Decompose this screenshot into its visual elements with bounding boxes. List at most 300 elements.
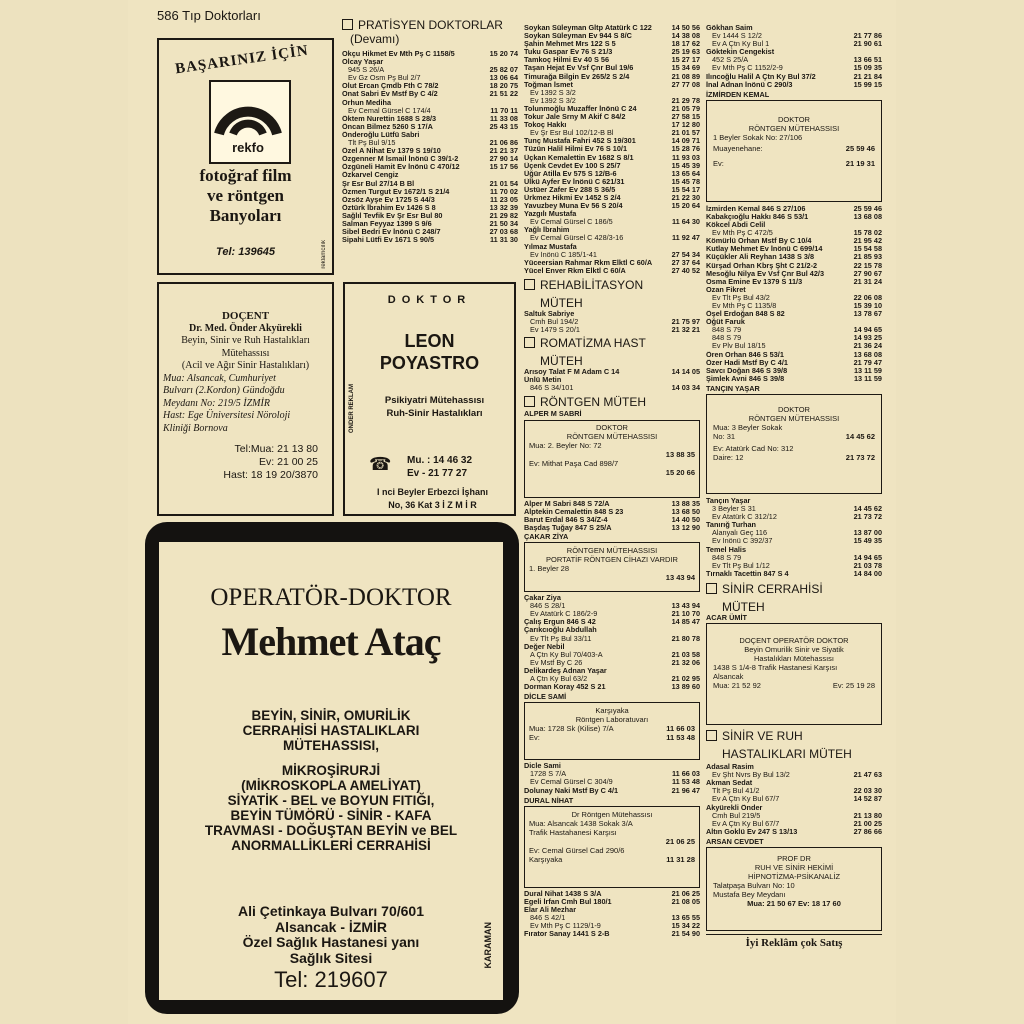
boxed-listing-dural: [524, 806, 700, 888]
listing-phone: 27 03 68: [489, 228, 518, 237]
listing-phone: 13 68 08: [853, 212, 882, 221]
section-title-sinir-ruh: [706, 729, 882, 743]
atac-addr4: Sağlık Sitesi: [289, 949, 373, 966]
listing-phone: 21 79 47: [853, 358, 882, 367]
listing-row: [524, 618, 700, 626]
listing-row: [706, 334, 882, 342]
listing-text: Orhun Mediha: [342, 98, 392, 107]
footer-slogan: İyi Reklâm çok Satış: [706, 934, 882, 949]
boxed-listing-tancin: [706, 394, 882, 494]
poyastro-address: [351, 486, 514, 512]
listing-phone: 11 64 30: [671, 218, 700, 227]
listing-text: Ev Cemal Gürsel C 174/4: [348, 106, 431, 115]
listing-row: [524, 113, 700, 121]
listing-row: [342, 58, 518, 66]
box-line: Ev:: [713, 158, 724, 168]
box-line: RÖNTGEN MÜTEHASSISI: [748, 414, 840, 423]
listing-text: Dural Nihat 1438 S 3/A: [524, 889, 602, 898]
box-line: DOKTOR: [778, 405, 810, 414]
listing-text: Göktekin Cengekist: [706, 48, 775, 57]
listing-text: Sipahi Lütfi Ev 1671 S 90/5: [342, 236, 435, 245]
listing-row: [342, 139, 518, 147]
akyurekli-name: Dr. Med. Önder Akyürekli: [189, 322, 302, 334]
listing-text: Dicle Sami: [524, 762, 561, 771]
listing-phone: 14 40 50: [671, 515, 700, 524]
boxed-listing-izmirden: [706, 100, 882, 202]
akyurekli-address: [159, 373, 332, 436]
listing-row: [524, 267, 700, 275]
listing-row: [524, 930, 700, 938]
listing-text: Alper M Sabri 848 S 72/A: [524, 499, 610, 508]
listing-row: [342, 82, 518, 90]
listing-row: [524, 259, 700, 267]
listing-row: [342, 220, 518, 228]
listing-text: 1728 S 7/A: [530, 770, 567, 779]
listing-text: Üçenk Cevdet Ev 100 S 25/7: [524, 161, 621, 170]
listing-row: [342, 99, 518, 107]
poyastro-title: DOKTOR: [387, 294, 472, 306]
checkbox-icon: [706, 730, 717, 741]
listing-text: Ev A Çtn Ky Bul 1: [712, 40, 770, 49]
ad-akyurekli: [157, 282, 334, 516]
listing-row: [706, 521, 882, 529]
box-line: 1 Beyler Sokak No: 27/106: [713, 132, 803, 142]
atac-addr2: Alsancak - İZMİR: [274, 918, 388, 935]
listing-row: [524, 384, 700, 392]
box-line: Talatpaşa Bulvarı No: 10: [713, 880, 795, 890]
poyastro-ev: Ev - 21 77 27: [407, 468, 468, 479]
listing-phone: 15 54 17: [671, 185, 700, 194]
section-title-rontgen: [524, 395, 700, 409]
listing-row: [706, 795, 882, 803]
listing-text: Öztürk İbrahim Ev 1426 S 8: [342, 203, 436, 212]
listing-row: [524, 129, 700, 137]
listing-text: Kutlay Mehmet Ev İnönü C 699/14: [706, 245, 823, 254]
listing-row: [342, 90, 518, 98]
listing-phone: 22 06 08: [853, 293, 882, 302]
listing-phone: 25 59 46: [853, 204, 882, 213]
directory-page: [128, 0, 896, 1024]
listing-row: [342, 147, 518, 155]
listing-phone: 21 13 80: [853, 811, 882, 820]
listing-row: [524, 40, 700, 48]
listing-phone: 15 28 76: [671, 145, 700, 154]
listing-phone: 21 77 86: [853, 32, 882, 41]
listing-row: [524, 762, 700, 770]
listing-row: [706, 64, 882, 72]
listing-text: Ülkü Ayfer Ev İnönü C 621/31: [524, 177, 625, 186]
akyurekli-addr1: Mua: Alsancak, Cumhuriyet: [163, 372, 276, 384]
box-line: Mua: 2. Beyler No: 72: [529, 440, 602, 450]
listing-row: [706, 205, 882, 213]
listing-row: [524, 368, 700, 376]
listing-row: [342, 196, 518, 204]
atac-tel: Tel: 219607: [274, 967, 388, 992]
box-line: Mustafa Bey Meydanı: [713, 889, 786, 899]
listing-text: Özkarvel Cengiz: [342, 171, 399, 180]
atac-addr3: Özel Sağlık Hastanesi yanı: [242, 934, 420, 950]
listing-text: Ev İnönü C 392/37: [712, 537, 773, 546]
listing-phone: 21 96 47: [671, 786, 700, 795]
box-line: DOKTOR: [778, 114, 810, 124]
box-line: Beyin Omurilik Sinir ve Siyatik: [744, 645, 844, 655]
listing-phone: 21 36 24: [853, 342, 882, 351]
listing-text: Kökcel Abdi Celil: [706, 221, 766, 230]
listing-heading: DURAL NİHAT: [524, 795, 574, 805]
atac-address: [159, 904, 503, 966]
listing-phone: 21 03 58: [671, 650, 700, 659]
box-phone: 15 20 66: [665, 467, 695, 477]
listing-phone: 21 29 78: [671, 96, 700, 105]
listing-text: Tırnaklı Tacettin 847 S 4: [706, 569, 789, 578]
listing-row: [706, 375, 882, 383]
box-phone: 13 88 35: [665, 449, 695, 459]
atac-title: OPERATÖR-DOKTOR: [210, 584, 452, 611]
listing-row: [524, 318, 700, 326]
box-line: Hastalıkları Mütehassısı: [753, 654, 835, 664]
listing-row: [524, 310, 700, 318]
atac-line8: TRAVMASI - DOĞUŞTAN BEYİN ve BEL: [204, 823, 458, 838]
listing-text: Tançın Yaşar: [706, 497, 751, 505]
listing-text: Barut Erdal 846 S 34/Z-4: [524, 515, 608, 524]
listing-heading: ÇAKAR ZİYA: [524, 531, 569, 541]
listing-row: [524, 890, 700, 898]
listing-text: 846 S 42/1: [530, 914, 566, 922]
atac-line4: MİKROŞİRURJİ: [281, 763, 381, 778]
listing-phone: 14 50 56: [671, 24, 700, 32]
atac-line9: ANORMALLİKLERİ CERRAHİSİ: [231, 838, 431, 853]
listing-row: [706, 326, 882, 334]
listing-row: [524, 154, 700, 162]
listing-phone: 22 15 78: [853, 261, 882, 270]
listing-text: 452 S 25/A: [712, 56, 749, 65]
box-phone: 11 31 28: [666, 854, 695, 864]
listing-text: Başdaş Tuğay 847 S 25/A: [524, 523, 612, 532]
box-line: Daire: 12: [713, 453, 744, 462]
listing-phone: 21 85 93: [853, 253, 882, 262]
section-label: REHABİLİTASYON: [540, 277, 644, 292]
poyastro-name: [345, 330, 514, 374]
listing-phone: 15 20 74: [489, 50, 518, 58]
box-line: No: 31: [713, 432, 736, 441]
listing-phone: 13 11 59: [853, 366, 882, 375]
akyurekli-tel3: Hast: 18 19 20/3870: [223, 469, 318, 481]
listing-text: Tlt Pş Bul 9/15: [348, 139, 396, 148]
listing-text: Akman Sedat: [706, 779, 753, 788]
listing-phone: 13 87 00: [853, 529, 882, 538]
listing-phone: 13 12 90: [671, 523, 700, 532]
poyastro-phones: [407, 454, 472, 480]
listing-row: [342, 155, 518, 163]
section-label: ROMATİZMA HAST: [540, 336, 646, 351]
listing-phone: 14 14 05: [671, 368, 700, 377]
listing-text: Olut Ercan Çmdb Fth C 78/2: [342, 82, 439, 91]
listing-text: Okçu Hikmet Ev Mth Pş C 1158/5: [342, 50, 455, 58]
listing-row: [524, 243, 700, 251]
listing-row: [524, 73, 700, 81]
listing-list: [524, 500, 700, 532]
listing-row: [524, 32, 700, 40]
listing-text: Cmh Bul 194/2: [530, 318, 579, 326]
poyastro-spec: [355, 394, 514, 420]
box-row: [529, 733, 695, 742]
listing-row: [706, 828, 882, 836]
box-line: Karşıyaka: [529, 854, 563, 864]
listing-row: [524, 194, 700, 202]
listing-text: Ev A Çtn Ky Bul 67/7: [712, 819, 780, 828]
atac-line7: BEYİN TÜMÖRÜ - SİNİR - KAFA: [230, 808, 432, 823]
listing-phone: 11 92 47: [671, 234, 700, 243]
listing-phone: 13 32 39: [489, 203, 518, 212]
listing-phone: 13 11 59: [853, 374, 882, 383]
listing-phone: 13 68 08: [853, 350, 882, 359]
listing-row: [342, 204, 518, 212]
listing-row: [706, 56, 882, 64]
listing-phone: 15 78 02: [853, 229, 882, 238]
listing-text: Üstüer Zafer Ev 288 S 36/5: [524, 185, 616, 194]
listing-phone: 21 01 57: [671, 129, 700, 138]
listing-text: Kabakçıoğlu Hakkı 846 S 53/1: [706, 212, 809, 221]
akyurekli-addr2: Bulvarı (2.Kordon) Gündoğdu: [163, 385, 285, 396]
listing-text: İnal Adnan İnönü C 290/3: [706, 80, 793, 89]
listing-text: Şimlek Avni 846 S 39/8: [706, 374, 785, 383]
listing-row: [342, 171, 518, 179]
column-pratisyen: [342, 18, 518, 244]
listing-row: [706, 342, 882, 350]
poyastro-agency: ÖNDER REKLAM: [349, 384, 355, 433]
listing-text: Ev Cemal Gürsel C 304/9: [530, 778, 613, 787]
box-phone: 25 59 46: [845, 143, 875, 153]
page-title: Tıp Doktorları: [182, 8, 261, 23]
listing-phone: 15 09 35: [853, 64, 882, 73]
listing-row: [342, 131, 518, 139]
listing-text: Küçükler Ali Reyhan 1438 S 3/8: [706, 253, 815, 262]
box-row: [713, 432, 875, 441]
listing-phone: 27 77 08: [671, 80, 700, 89]
listing-phone: 21 95 42: [853, 237, 882, 246]
listing-phone: 21 06 86: [489, 139, 518, 148]
listing-phone: 21 21 37: [489, 147, 518, 156]
listing-phone: 21 08 05: [671, 897, 700, 906]
listing-row: [524, 508, 700, 516]
listing-text: Ev 1392 S 3/2: [530, 96, 576, 105]
listing-row: [524, 234, 700, 242]
listing-phone: 14 93 25: [853, 334, 882, 343]
akyurekli-addr3: Meydanı No: 219/5 İZMİR: [163, 397, 270, 409]
listing-row: [706, 81, 882, 89]
box-line: Mua: 21 52 92: [713, 681, 761, 691]
box-phone: 21 06 25: [665, 836, 695, 846]
listing-phone: 27 90 67: [853, 269, 882, 278]
listing-text: Yüceersian Rahmar Rkm Elktl C 60/A: [524, 258, 653, 267]
listing-text: Temel Halis: [706, 545, 747, 554]
box-line: Dr Röntgen Mütehassısı: [571, 809, 653, 819]
section-subtitle: HASTALIKLARI MÜTEH: [722, 747, 852, 762]
listing-text: Ev 1392 S 3/2: [530, 88, 576, 97]
listing-phone: 15 45 39: [671, 161, 700, 170]
listing-phone: 21 10 70: [671, 610, 700, 619]
listing-phone: 18 17 62: [671, 40, 700, 49]
akyurekli-spec2: Mütehassısı: [221, 347, 270, 359]
listing-phone: 21 54 90: [671, 930, 700, 939]
listing-text: Öncan Bilmez 5260 S 17/A: [342, 122, 433, 131]
listing-row: [524, 643, 700, 651]
listing-phone: 15 54 58: [853, 245, 882, 254]
poyastro-name1: LEON: [404, 331, 455, 351]
box-line: RUH VE SİNİR HEKİMİ: [754, 862, 834, 872]
listing-text: Ev Gz Osm Pş Bul 2/7: [348, 74, 421, 83]
listing-row: [524, 667, 700, 675]
box-row: [529, 855, 695, 864]
listing-row: [706, 505, 882, 513]
listing-phone: 11 31 30: [489, 236, 518, 245]
listing-row: [342, 180, 518, 188]
listing-row: [342, 123, 518, 131]
listing-text: Ev Atatürk C 312/12: [712, 513, 777, 522]
section-label: RÖNTGEN MÜTEH: [540, 395, 646, 410]
listing-list: [706, 497, 882, 578]
listing-text: Ev İnönü C 185/1-41: [530, 250, 597, 259]
listing-row: [524, 121, 700, 129]
listing-row: [706, 237, 882, 245]
telephone-icon: ☎: [369, 454, 392, 474]
listing-text: Tolunmoğlu Muzaffer İnönü C 24: [524, 104, 637, 113]
poyastro-name2: POYASTRO: [379, 353, 480, 373]
poyastro-spec2: Ruh-Sinir Hastalıkları: [386, 408, 483, 419]
listing-row: [524, 186, 700, 194]
listing-text: Şr Esr Bul 27/14 B Bl: [342, 179, 415, 188]
box-phone: 11 53 48: [666, 733, 695, 743]
listing-row: [342, 188, 518, 196]
listing-row: [342, 107, 518, 115]
listing-row: [524, 914, 700, 922]
listing-row: [706, 787, 882, 795]
listing-text: 846 S 28/1: [530, 602, 566, 611]
box-line: PORTATİF RÖNTGEN CİHAZI VARDIR: [546, 555, 678, 565]
listing-text: Savcı Doğan 846 S 39/8: [706, 366, 788, 375]
box-line: 1. Beyler 28: [529, 564, 570, 574]
listing-phone: 21 32 06: [671, 658, 700, 667]
listing-text: Ev Tlt Pş Bul 43/2: [712, 293, 770, 302]
listing-text: Ev Plv Bul 18/15: [712, 342, 766, 351]
poyastro-addr1: I nci Beyler Erbezci İşhanı: [376, 487, 489, 497]
section-title-sinir-cerrahisi: [706, 582, 882, 596]
listing-row: [342, 66, 518, 74]
box-line: Ev: Cemal Gürsel Cad 290/6: [529, 845, 625, 855]
listing-row: [524, 170, 700, 178]
listing-text: Öktem Nurettin 1688 S 28/3: [342, 114, 437, 123]
listing-row: [524, 906, 700, 914]
listing-phone: 14 52 87: [853, 795, 882, 804]
listing-phone: 14 94 65: [853, 553, 882, 562]
box-line: RÖNTGEN MÜTEHASSISI: [566, 431, 658, 441]
listing-row: [524, 787, 700, 795]
box-line: Mua: 1728 Sk (Kilise) 7/A: [529, 724, 614, 734]
listing-phone: 21 06 25: [671, 889, 700, 898]
listing-row: [524, 162, 700, 170]
section-subtitle: MÜTEH: [722, 599, 765, 614]
page-header: [157, 8, 261, 23]
box-line: DOÇENT OPERATÖR DOKTOR: [739, 636, 849, 646]
listing-row: [524, 145, 700, 153]
listing-text: Salman Feyyaz 1399 S 9/6: [342, 219, 432, 228]
listing-text: Taşan Hejat Ev Vsf Çnr Bul 19/6: [524, 64, 634, 73]
listing-phone: 25 43 15: [489, 122, 518, 131]
listing-text: Toğman İsmet: [524, 80, 573, 89]
listing-list: [524, 762, 700, 794]
akyurekli-tel1: Tel:Mua: 21 13 80: [234, 443, 318, 455]
listing-text: Delikardeş Adnan Yaşar: [524, 666, 607, 675]
listing-row: [524, 500, 700, 508]
ad-poyastro: [343, 282, 516, 516]
box-line: Ev: 25 19 28: [832, 681, 875, 691]
listing-row: [706, 562, 882, 570]
listing-phone: 11 70 02: [489, 187, 518, 196]
listing-text: Tokur Jale Srny M Akif C 84/2: [524, 113, 626, 122]
listing-row: [524, 56, 700, 64]
listing-phone: 21 50 34: [489, 219, 518, 228]
listing-phone: 21 29 82: [489, 211, 518, 220]
listing-text: Kömürlü Orhan Mstf By C 10/4: [706, 237, 812, 246]
listing-text: Timurağa Bilgin Ev 265/2 S 2/4: [524, 72, 630, 81]
listing-row: [706, 367, 882, 375]
atac-line6: SİYATİK - BEL ve BOYUN FITIĞI,: [227, 793, 435, 808]
atac-agency: KARAMAN: [483, 922, 493, 969]
listing-row: [706, 40, 882, 48]
listing-phone: 21 80 78: [671, 634, 700, 643]
rekfo-logo-icon: [211, 82, 285, 142]
box-row: [713, 144, 875, 153]
listing-phone: 13 43 94: [671, 602, 700, 611]
listing-row: [706, 229, 882, 237]
listing-row: [524, 626, 700, 634]
atac-addr1: Ali Çetinkaya Bulvarı 70/601: [238, 903, 424, 919]
boxed-listing-dicle: [524, 702, 700, 760]
listing-text: Kürşad Orhan Kbrş Şht C 21/2-2: [706, 261, 818, 270]
listing-row: [706, 32, 882, 40]
atac-spec: [159, 708, 503, 853]
box-row: [529, 724, 695, 733]
column-right: [706, 24, 882, 949]
listing-phone: 15 99 15: [853, 80, 882, 89]
listing-text: 3 Beyler S 31: [712, 505, 756, 514]
listing-text: Yazgılı Mustafa: [524, 210, 577, 219]
listing-text: Ev Mth Pş C 1129/1-9: [530, 922, 601, 931]
listing-text: Özer Hadi Mstf By C 4/1: [706, 358, 788, 367]
listing-text: Çarıkcıoğlu Abdullah: [524, 626, 597, 635]
box-line: PROF DR: [777, 853, 811, 863]
listing-phone: 11 93 03: [671, 153, 700, 162]
listing-text: Ev A Çtn Ky Bul 67/7: [712, 795, 780, 804]
listing-row: [524, 524, 700, 532]
checkbox-icon: [706, 583, 717, 594]
listing-phone: 13 66 51: [853, 56, 882, 65]
listing-phone: 27 54 34: [671, 250, 700, 259]
listing-text: Öşel Erdoğan 848 S 82: [706, 310, 785, 319]
listing-text: Ozan Fikret: [706, 285, 746, 294]
listing-phone: 15 34 69: [671, 64, 700, 73]
listing-phone: 15 39 10: [853, 301, 882, 310]
listing-phone: 21 73 72: [853, 513, 882, 522]
listing-row: [524, 602, 700, 610]
listing-list: [524, 24, 700, 275]
listing-row: [706, 221, 882, 229]
listing-phone: 14 84 00: [853, 569, 882, 578]
section-subtitle: MÜTEH: [540, 295, 583, 310]
akyurekli-spec3: (Acil ve Ağır Sinir Hastalıkları): [181, 360, 310, 371]
listing-text: Ev Mstf By C 26: [530, 658, 583, 667]
listing-text: Tanırığ Turhan: [706, 521, 756, 530]
